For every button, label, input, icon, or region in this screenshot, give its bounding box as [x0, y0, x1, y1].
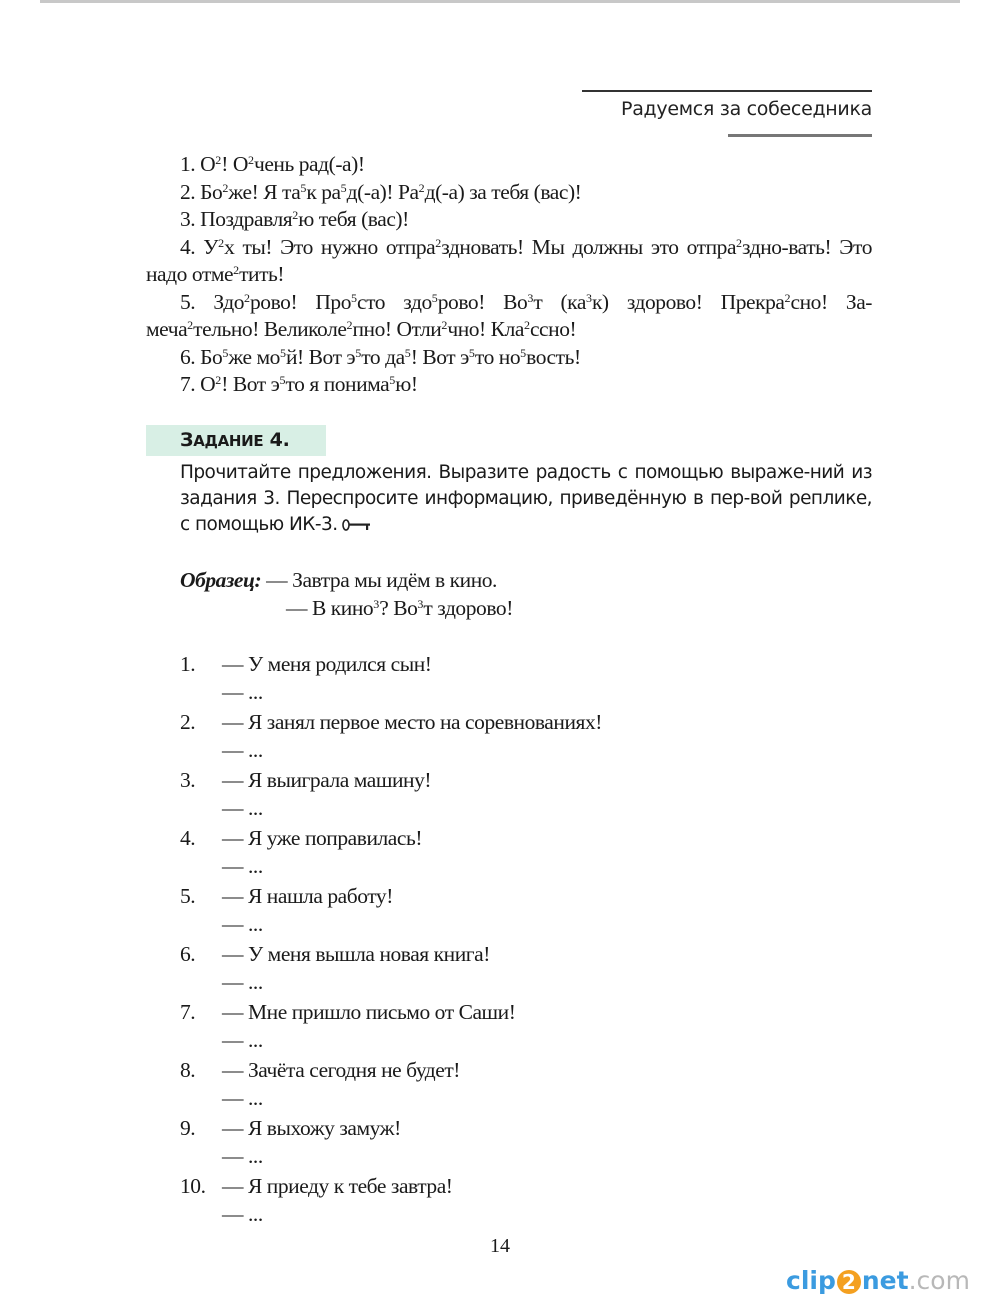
exercise-statement: — Я выиграла машину!	[222, 767, 432, 792]
intonation-mark: 5	[355, 345, 362, 360]
expression-item	[146, 344, 872, 372]
text-segment: 5. Здо	[180, 289, 244, 314]
text-segment: сно! За-меча	[146, 289, 872, 341]
intonation-mark: 5	[404, 345, 411, 360]
page-content	[146, 151, 872, 1258]
intonation-mark: 3	[417, 596, 424, 611]
text-segment: сто здо	[357, 289, 432, 314]
exercise-reply: — ...	[222, 969, 263, 994]
exercise-number: 3.	[180, 767, 196, 792]
page-number: 14	[490, 1234, 510, 1257]
header-rule	[582, 90, 872, 92]
exercise-item	[180, 1172, 872, 1228]
exercise-lines	[222, 1056, 872, 1112]
exercise-item	[180, 766, 872, 822]
exercise-statement: — У меня вышла новая книга!	[222, 941, 490, 966]
exercise-statement: — Зачёта сегодня не будет!	[222, 1057, 461, 1082]
exercise-item	[180, 824, 872, 880]
top-border	[40, 0, 960, 3]
intonation-mark: 5	[431, 290, 438, 305]
exercise-statement: — Я нашла работу!	[222, 883, 393, 908]
text-segment: же мо	[228, 344, 280, 369]
exercise-statement: — Мне пришло письмо от Саши!	[222, 999, 516, 1024]
exercise-number: 5.	[180, 883, 196, 908]
text-segment: здновать! Мы должны это отпра	[441, 234, 737, 259]
exercise-number: 7.	[180, 999, 196, 1024]
text-segment: 4. У	[180, 234, 219, 259]
text-segment: тить!	[239, 262, 285, 286]
text-segment: то да	[361, 344, 405, 369]
text-segment: 2. Бо	[180, 179, 223, 204]
text-segment: ю тебя (вас)!	[298, 207, 409, 231]
text-segment: ю!	[395, 372, 418, 396]
intonation-mark: 2	[215, 373, 222, 387]
task-instruction	[180, 460, 872, 538]
exercise-number: 8.	[180, 1057, 196, 1082]
exercise-lines	[222, 940, 872, 996]
exercise-number: 2.	[180, 709, 196, 734]
exercise-reply: — ...	[222, 1027, 263, 1052]
text-segment: рово! Во	[437, 289, 528, 314]
text-segment: чно! Кла	[447, 317, 524, 341]
text-segment: ! Вот э	[410, 344, 469, 369]
exercise-number: 10.	[180, 1173, 206, 1198]
exercise-number: 6.	[180, 941, 196, 966]
watermark-part: clip	[786, 1266, 836, 1295]
text-segment: т (ка	[533, 289, 586, 314]
intonation-mark: 3	[527, 290, 534, 305]
exercise-item	[180, 998, 872, 1054]
text-segment: 7. О	[180, 372, 216, 396]
exercise-statement: — Я выхожу замуж!	[222, 1115, 401, 1140]
intonation-mark: 2	[244, 290, 250, 305]
exercise-reply: — ...	[222, 1201, 263, 1226]
sample-label: Образец:	[180, 567, 262, 592]
intonation-mark: 2	[736, 235, 743, 250]
text-segment: ссно!	[529, 317, 577, 341]
exercise-number: 4.	[180, 825, 196, 850]
watermark-part: 2	[837, 1270, 861, 1294]
text-segment: — В кино	[286, 595, 374, 620]
intonation-mark: 2	[784, 290, 791, 305]
exercise-reply: — ...	[222, 853, 263, 878]
exercise-reply: — ...	[222, 737, 263, 762]
exercise-item	[180, 882, 872, 938]
exercise-item	[180, 1056, 872, 1112]
intonation-mark: 5	[468, 345, 475, 360]
exercise-list	[180, 650, 872, 1228]
intonation-mark: 2	[215, 153, 222, 167]
task-heading-word: АДАНИЕ	[193, 431, 264, 450]
instruction-text: Прочитайте предложения. Выразите радость с помощью выраже-ний из задания 3. Переспросите информацию, приведённую в пер-вой реплике, с помощью ИК-3.	[180, 461, 872, 535]
text-segment: же! Я та	[228, 179, 301, 204]
intonation-mark: 5	[279, 345, 286, 360]
intonation-mark: 5	[222, 345, 229, 360]
intonation-mark: 2	[187, 318, 194, 332]
exercise-lines	[222, 650, 872, 706]
text-segment: 6. Бо	[180, 344, 223, 369]
text-segment: к ра	[306, 179, 341, 204]
expression-item	[146, 206, 872, 234]
intonation-mark: 2	[233, 263, 240, 277]
watermark-logo	[786, 1266, 970, 1296]
intonation-mark: 3	[585, 290, 592, 305]
exercise-item	[180, 1114, 872, 1170]
watermark-part: .com	[908, 1266, 970, 1295]
intonation-mark: 5	[279, 373, 286, 387]
task-heading	[180, 425, 326, 457]
header-underline	[728, 134, 872, 137]
text-segment: тельно! Великоле	[193, 317, 347, 341]
exercise-lines	[222, 998, 872, 1054]
exercise-reply: — ...	[222, 679, 263, 704]
text-segment: чень рад(-а)!	[253, 152, 365, 176]
expression-item	[146, 289, 872, 344]
exercise-lines	[222, 708, 872, 764]
exercise-lines	[222, 882, 872, 938]
text-segment: здно-вать! Это надо отме	[146, 234, 872, 286]
exercise-statement: — Я приеду к тебе завтра!	[222, 1173, 453, 1198]
intonation-mark: 2	[418, 180, 425, 195]
intonation-mark: 5	[520, 345, 527, 360]
exercise-lines	[222, 1172, 872, 1228]
expression-item	[146, 179, 872, 207]
intonation-mark: 2	[441, 318, 448, 332]
text-segment: ? Во	[379, 595, 418, 620]
exercise-reply: — ...	[222, 795, 263, 820]
text-segment: д(-а) за тебя (вас)!	[424, 179, 582, 204]
text-segment: пно! Отли	[352, 317, 442, 341]
sample-line-1: — Завтра мы идём в кино.	[261, 567, 497, 592]
text-segment: 1. О	[180, 152, 216, 176]
intonation-mark: 3	[373, 596, 380, 611]
intonation-mark: 5	[351, 290, 358, 305]
exercise-reply: — ...	[222, 1085, 263, 1110]
intonation-mark: 2	[222, 180, 229, 195]
text-segment: рово! Про	[250, 289, 352, 314]
task-heading-box	[146, 425, 326, 456]
intonation-mark: 5	[300, 180, 307, 195]
task3-expressions	[146, 151, 872, 399]
text-segment: то но	[474, 344, 521, 369]
exercise-number: 9.	[180, 1115, 196, 1140]
text-segment: 3. Поздравля	[180, 207, 293, 231]
intonation-mark: 2	[292, 208, 299, 222]
task-heading-initial: З	[180, 428, 194, 451]
text-segment: ! Вот э	[221, 372, 280, 396]
exercise-reply: — ...	[222, 911, 263, 936]
exercise-lines	[222, 766, 872, 822]
text-segment: й! Вот э	[285, 344, 356, 369]
intonation-mark: 2	[435, 235, 442, 250]
key-icon	[342, 519, 372, 531]
sample-dialogue	[180, 566, 872, 622]
intonation-mark: 2	[218, 235, 225, 250]
intonation-mark: 2	[247, 153, 254, 167]
text-segment: то я понима	[285, 372, 390, 396]
text-segment: х ты! Это нужно отпра	[224, 234, 436, 259]
running-header: Радуемся за собеседника	[621, 98, 872, 120]
intonation-mark: 2	[346, 318, 353, 332]
exercise-number: 1.	[180, 651, 196, 676]
exercise-reply: — ...	[222, 1143, 263, 1168]
text-segment: вость!	[526, 344, 581, 369]
expression-item	[146, 371, 872, 399]
intonation-mark: 2	[523, 318, 530, 332]
exercise-item	[180, 708, 872, 764]
text-segment: ! О	[221, 152, 248, 176]
exercise-statement: — Я занял первое место на соревнованиях!	[222, 709, 602, 734]
exercise-item	[180, 940, 872, 996]
text-segment: к) здорово! Прекра	[591, 289, 785, 314]
watermark-part: net	[861, 1266, 909, 1295]
intonation-mark: 5	[340, 180, 347, 195]
text-segment: д(-а)! Ра	[346, 179, 419, 204]
exercise-lines	[222, 1114, 872, 1170]
expression-item	[146, 151, 872, 179]
exercise-item	[180, 650, 872, 706]
exercise-lines	[222, 824, 872, 880]
sample-line-2	[180, 594, 872, 622]
intonation-mark: 5	[389, 373, 396, 387]
text-segment: т здорово!	[423, 595, 513, 620]
task-heading-number: 4.	[263, 428, 290, 451]
exercise-statement: — У меня родился сын!	[222, 651, 432, 676]
exercise-statement: — Я уже поправилась!	[222, 825, 423, 850]
expression-item	[146, 234, 872, 289]
